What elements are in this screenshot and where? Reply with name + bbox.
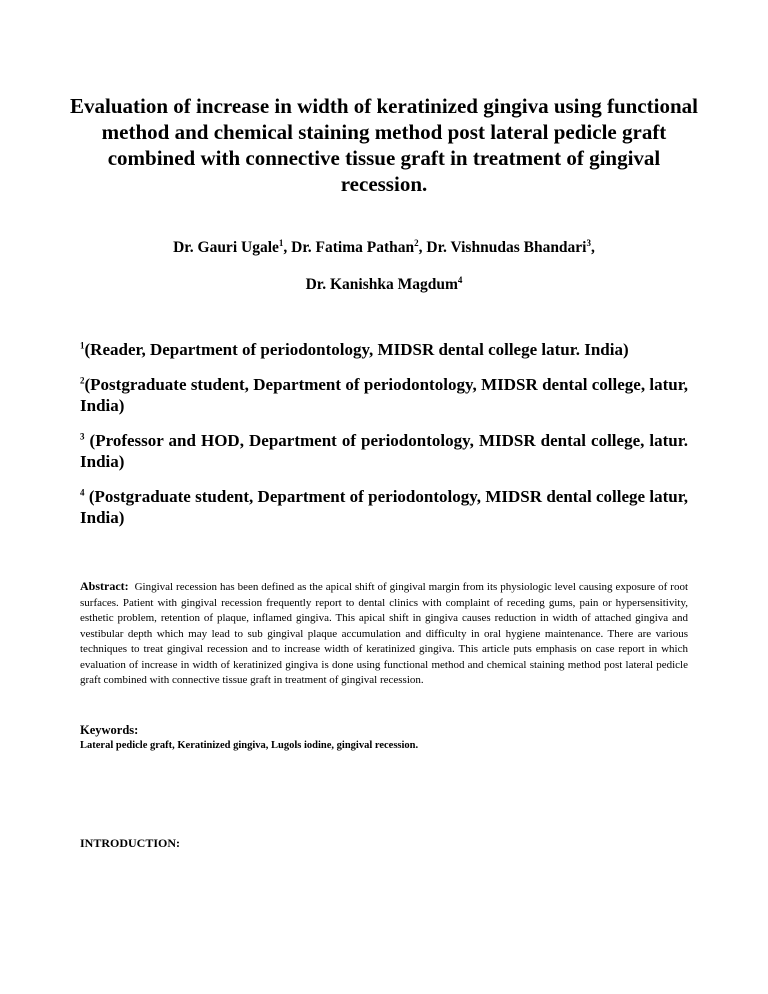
affiliation-text: (Professor and HOD, Department of periodontology, MIDSR dental college, latur. India) (80, 431, 688, 471)
paper-title: Evaluation of increase in width of keratinized gingiva using functional method and chemical staining method post lateral pedicle graft combined with connective tissue graft in treatment of gingival recession. (70, 94, 698, 196)
affiliation-1 (80, 339, 688, 360)
author-name: Dr. Kanishka Magdum (305, 276, 458, 293)
affiliation-text: (Reader, Department of periodontology, MIDSR dental college latur. India) (84, 340, 629, 359)
keywords-text: Lateral pedicle graft, Keratinized gingiva, Lugols iodine, gingival recession. (80, 740, 419, 751)
author-name: Dr. Gauri Ugale (173, 239, 279, 256)
introduction-heading: INTRODUCTION: (80, 836, 181, 850)
abstract-text: Gingival recession has been defined as the apical shift of gingival margin from its physiologic level causing exposure of root surfaces. Patient with gingival recession frequently report to dental clinics with complaint of receding gums, pain or hypersensitivity, esthetic problem, retention of plaque, inflamed gingiva. This apical shift in gingiva causes reduction in width of attached gingiva and vestibular depth which may lead to sub gingival plaque accumulation and difficulty in oral hygiene maintenance. There are various techniques to treat gingival recession and to increase width of keratinized gingiva. This article puts emphasis on case report in which evaluation of increase in width of keratinized gingiva is done using functional method and chemical staining method post lateral pedicle graft combined with connective tissue graft in treatment of gingival recession. (80, 581, 689, 686)
author-line-1 (80, 239, 688, 256)
author-name: Dr. Vishnudas Bhandari (426, 239, 587, 256)
author-sup: 4 (457, 274, 463, 285)
affiliation-text: (Postgraduate student, Department of periodontology, MIDSR dental college latur, India) (80, 487, 688, 527)
author-separator: , (591, 239, 595, 256)
abstract (80, 579, 688, 689)
affiliation-sup: 1 (80, 340, 85, 351)
author-list (80, 239, 688, 293)
affiliation-text: (Postgraduate student, Department of periodontology, MIDSR dental college, latur, India) (80, 375, 688, 415)
affiliation-sup: 4 (80, 487, 85, 498)
author-separator: , (418, 239, 427, 256)
affiliation-2 (80, 374, 688, 416)
keywords-label: Keywords: (80, 723, 139, 737)
affiliation-sup: 2 (80, 375, 85, 386)
abstract-label: Abstract: (80, 579, 129, 593)
author-sup: 3 (586, 237, 591, 248)
author-line-2 (80, 276, 688, 293)
affiliation-4 (80, 486, 688, 528)
affiliation-sup: 3 (80, 431, 85, 442)
author-separator: , (283, 239, 292, 256)
author-sup: 1 (278, 237, 284, 248)
author-sup: 2 (414, 237, 419, 248)
author-name: Dr. Fatima Pathan (291, 239, 415, 256)
affiliation-3 (80, 430, 688, 472)
